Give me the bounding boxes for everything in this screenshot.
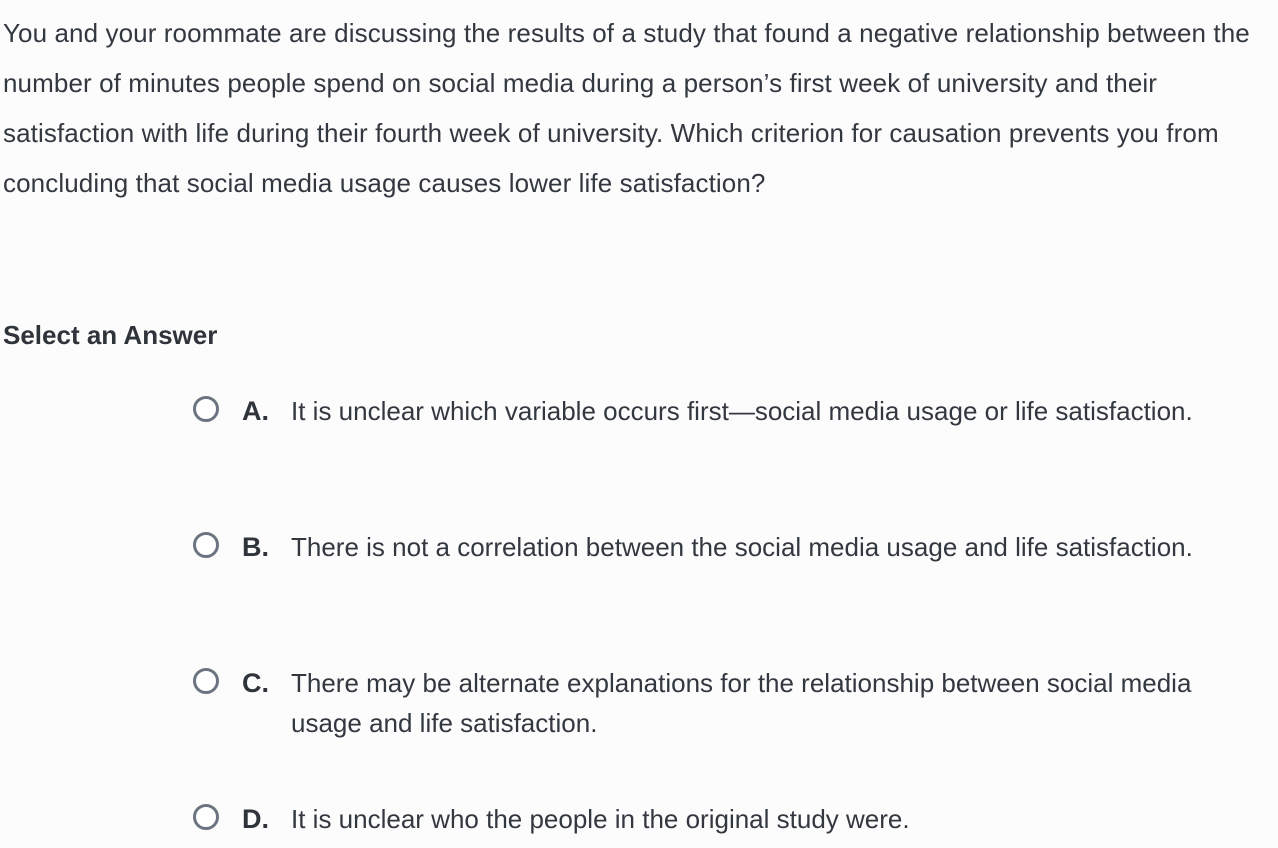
option-letter-c: C. [242, 668, 269, 698]
option-letter-d: D. [242, 804, 269, 834]
option-text-d: It is unclear who the people in the original study were. [291, 804, 910, 834]
radio-button-c[interactable] [193, 668, 219, 694]
option-text-a: It is unclear which variable occurs first—social media usage or life satisfaction. [291, 396, 1193, 426]
radio-button-d[interactable] [193, 804, 219, 830]
answer-option-d[interactable] [193, 799, 1268, 839]
answer-option-b[interactable] [193, 527, 1268, 567]
question-text: You and your roommate are discussing the results of a study that found a negative relationship between the number of minutes people spend on social media during a person’s first week of university and their satisfaction with life during their fourth week of university. Which criterion for causation prevents you from concluding that social media usage causes lower life satisfaction? [3, 18, 1250, 198]
radio-button-b[interactable] [193, 532, 219, 558]
answer-option-c[interactable] [193, 663, 1268, 743]
option-letter-a: A. [242, 396, 269, 426]
radio-button-a[interactable] [193, 396, 219, 422]
option-text-c: There may be alternate explanations for the relationship between social media usage and life satisfaction. [291, 668, 1192, 738]
answer-option-a[interactable] [193, 391, 1268, 431]
select-answer-heading: Select an Answer [3, 320, 218, 350]
option-letter-b: B. [242, 532, 269, 562]
option-text-b: There is not a correlation between the social media usage and life satisfaction. [291, 532, 1193, 562]
